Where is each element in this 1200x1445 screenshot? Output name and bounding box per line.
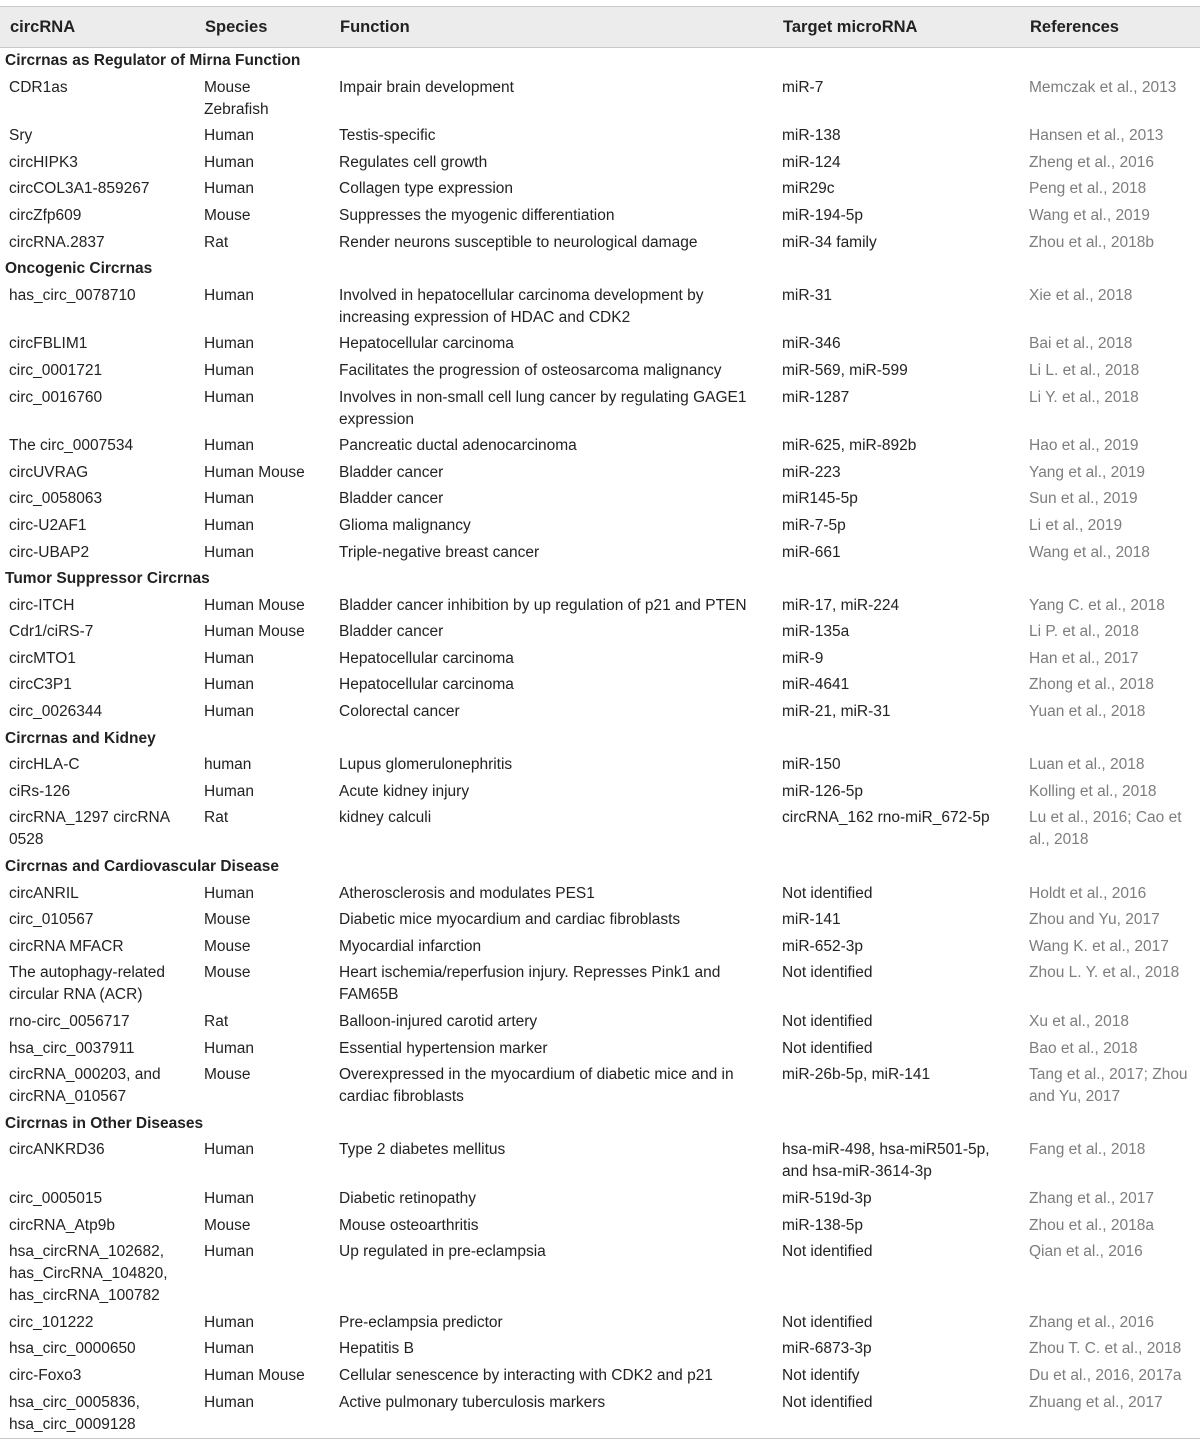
cell-species: Human	[195, 1390, 330, 1439]
cell-reference: Zhang et al., 2016	[1029, 1313, 1154, 1331]
section-title: Circrnas and Kidney	[5, 729, 156, 747]
table-row	[0, 779, 1200, 806]
cell-function: Hepatitis B	[339, 1340, 414, 1358]
cell-target-microrna: miR29c	[782, 180, 835, 198]
table-row	[0, 513, 1200, 540]
cell-target-microrna: miR-661	[782, 543, 841, 561]
cell-reference: Zhou et al., 2018b	[1029, 233, 1154, 251]
cell-function: Diabetic mice myocardium and cardiac fibroblasts	[339, 911, 681, 929]
cell-species: Mouse	[204, 911, 251, 929]
cell-reference: Zhong et al., 2018	[1029, 676, 1154, 694]
cell-function: Triple-negative breast cancer	[339, 543, 540, 561]
cell-reference: Luan et al., 2018	[1029, 756, 1145, 774]
header-function: Function	[330, 7, 773, 48]
cell-target-microrna: miR-31	[782, 286, 832, 304]
cell-target-microrna: miR-519d-3p	[782, 1189, 872, 1207]
table-row	[0, 331, 1200, 358]
cell-circrna: Sry	[9, 127, 33, 145]
cell-species: Mouse	[204, 206, 251, 224]
cell-function: Colorectal cancer	[339, 703, 460, 721]
cell-species: Human	[204, 437, 254, 455]
table-row	[0, 460, 1200, 487]
cell-reference: Li L. et al., 2018	[1029, 361, 1140, 379]
table-row	[0, 75, 1200, 124]
table-row	[0, 486, 1200, 513]
table-row	[0, 540, 1200, 567]
table-row	[0, 1009, 1200, 1036]
cell-target-microrna: miR-223	[782, 463, 841, 481]
cell-circrna: has_circ_0078710	[9, 286, 136, 304]
table-header	[0, 7, 1200, 48]
cell-reference: Kolling et al., 2018	[1029, 782, 1157, 800]
cell-species: Human	[204, 180, 254, 198]
header-target-microrna: Target microRNA	[773, 7, 1020, 48]
cell-reference: Zheng et al., 2016	[1029, 153, 1154, 171]
cell-species: Human Mouse	[204, 623, 305, 641]
cell-reference: Zhang et al., 2017	[1029, 1189, 1154, 1207]
cell-species: Mouse	[204, 1066, 251, 1084]
cell-function: Active pulmonary tuberculosis markers	[330, 1390, 773, 1439]
table-row	[0, 1310, 1200, 1337]
cell-circrna: circHLA-C	[9, 756, 80, 774]
cell-target-microrna: Not identified	[782, 1013, 873, 1030]
cell-reference: Hao et al., 2019	[1029, 437, 1139, 455]
cell-reference: Tang et al., 2017; Zhou and Yu, 2017	[1029, 1066, 1188, 1106]
cell-reference: Yang C. et al., 2018	[1029, 596, 1165, 614]
table-row	[0, 881, 1200, 908]
table-body	[0, 48, 1200, 1439]
cell-species: Mouse	[204, 1216, 251, 1234]
cell-species: Human	[204, 335, 254, 353]
cell-circrna: circANRIL	[9, 884, 79, 902]
cell-reference: Sun et al., 2019	[1029, 490, 1138, 508]
cell-circrna: circHIPK3	[9, 153, 78, 171]
table-row	[0, 1390, 1200, 1439]
cell-function: Heart ischemia/reperfusion injury. Represses Pink1 and FAM65B	[339, 964, 721, 1004]
cell-function: Testis-specific	[339, 127, 436, 145]
cell-species: Human	[204, 649, 254, 667]
cell-species: Mouse Zebrafish	[204, 78, 269, 118]
cell-function: Bladder cancer	[339, 490, 444, 508]
table-row	[0, 1239, 1200, 1310]
cell-circrna: circ_0001721	[9, 361, 103, 379]
cell-function: Pancreatic ductal adenocarcinoma	[339, 437, 577, 455]
cell-circrna: circCOL3A1-859267	[9, 180, 150, 198]
cell-reference: Zhou and Yu, 2017	[1029, 911, 1160, 929]
table-row	[0, 1062, 1200, 1111]
cell-circrna: circUVRAG	[9, 463, 89, 481]
table-row	[0, 358, 1200, 385]
cell-target-microrna: miR-150	[782, 756, 841, 774]
cell-function: Type 2 diabetes mellitus	[339, 1141, 506, 1159]
table-row	[0, 283, 1200, 332]
header-row	[0, 7, 1200, 48]
cell-species: Human	[204, 543, 254, 561]
cell-target-microrna: Not identified	[782, 1243, 873, 1261]
cell-target-microrna: miR-194-5p	[782, 206, 863, 224]
cell-target-microrna: circRNA_162 rno-miR_672-5p	[782, 809, 990, 827]
cell-circrna: circMTO1	[9, 649, 76, 667]
cell-species: Human Mouse	[204, 1366, 305, 1384]
cell-species: Human	[204, 703, 254, 721]
cell-function: Essential hypertension marker	[339, 1039, 548, 1057]
cell-circrna: circ_0005015	[9, 1189, 103, 1207]
table-row	[0, 123, 1200, 150]
cell-function: Bladder cancer	[339, 463, 444, 481]
cell-target-microrna: miR-625, miR-892b	[782, 437, 917, 455]
cell-reference: Peng et al., 2018	[1029, 180, 1147, 198]
cell-function: Balloon-injured carotid artery	[339, 1013, 538, 1030]
cell-reference: Zhou et al., 2018a	[1029, 1216, 1154, 1234]
cell-species: Rat	[204, 809, 229, 827]
cell-function: Myocardial infarction	[339, 937, 482, 955]
cell-target-microrna: miR-1287	[782, 388, 850, 406]
cell-species: Human	[204, 1189, 254, 1207]
section-row	[0, 566, 1200, 593]
table-row	[0, 752, 1200, 779]
cell-function: Bladder cancer	[339, 623, 444, 641]
section-row	[0, 726, 1200, 753]
cell-function: Glioma malignancy	[339, 516, 471, 534]
cell-species: Human	[204, 388, 254, 406]
cell-species: Human	[204, 286, 254, 304]
table-row	[0, 150, 1200, 177]
cell-target-microrna: hsa-miR-498, hsa-miR501-5p, and hsa-miR-3614-3p	[782, 1141, 990, 1181]
cell-target-microrna: miR-7-5p	[782, 516, 846, 534]
cell-circrna: hsa_circ_0005836, hsa_circ_0009128	[0, 1390, 195, 1439]
cell-target-microrna: miR-9	[782, 649, 824, 667]
section-title: Circrnas in Other Diseases	[5, 1114, 204, 1132]
cell-target-microrna: Not identify	[782, 1366, 860, 1384]
table-row	[0, 672, 1200, 699]
table-row	[0, 619, 1200, 646]
cell-circrna: circ_0026344	[9, 703, 103, 721]
cell-function: Acute kidney injury	[339, 782, 470, 800]
cell-circrna: circ_010567	[9, 911, 94, 929]
cell-function: Impair brain development	[339, 78, 514, 96]
table-row	[0, 203, 1200, 230]
cell-circrna: circ-U2AF1	[9, 516, 87, 534]
cell-target-microrna: miR-126-5p	[782, 782, 863, 800]
cell-species: Human	[204, 1039, 254, 1057]
cell-target-microrna: miR-569, miR-599	[782, 361, 908, 379]
cell-target-microrna: miR-124	[782, 153, 841, 171]
cell-function: Involves in non-small cell lung cancer by regulating GAGE1 expression	[339, 388, 747, 428]
header-species: Species	[195, 7, 330, 48]
cell-species: Rat	[204, 1013, 229, 1030]
cell-function: Regulates cell growth	[339, 153, 488, 171]
cell-circrna: circANKRD36	[9, 1141, 105, 1159]
cell-target-microrna: miR-138	[782, 127, 841, 145]
cell-species: Human	[204, 516, 254, 534]
section-row	[0, 854, 1200, 881]
cell-reference: Xie et al., 2018	[1029, 286, 1133, 304]
cell-circrna: circ-UBAP2	[9, 543, 90, 561]
header-references: References	[1020, 7, 1200, 48]
cell-function: Bladder cancer inhibition by up regulation of p21 and PTEN	[339, 596, 747, 614]
cell-circrna: circRNA_1297 circRNA 0528	[9, 809, 170, 849]
table-row	[0, 593, 1200, 620]
cell-circrna: circRNA MFACR	[9, 937, 124, 955]
table-row	[0, 960, 1200, 1009]
cell-function: Pre-eclampsia predictor	[339, 1313, 503, 1331]
cell-circrna: The autophagy-related circular RNA (ACR)	[9, 964, 165, 1004]
header-circrna: circRNA	[0, 7, 195, 48]
cell-reference: Yuan et al., 2018	[1029, 703, 1146, 721]
cell-target-microrna: miR-346	[782, 335, 841, 353]
cell-reference: Bao et al., 2018	[1029, 1039, 1138, 1057]
cell-circrna: circFBLIM1	[9, 335, 88, 353]
cell-function: Up regulated in pre-eclampsia	[339, 1243, 546, 1261]
circrna-table	[0, 6, 1200, 1439]
cell-species: Human	[204, 1243, 254, 1261]
cell-species: Human	[204, 1313, 254, 1331]
cell-target-microrna: miR-7	[782, 78, 824, 96]
table-row	[0, 176, 1200, 203]
cell-target-microrna: miR-34 family	[782, 233, 877, 251]
cell-species: Rat	[204, 233, 229, 251]
table-row	[0, 385, 1200, 434]
cell-function: kidney calculi	[339, 809, 432, 827]
section-row	[0, 48, 1200, 75]
cell-target-microrna: miR145-5p	[782, 490, 858, 508]
cell-species: Human	[204, 676, 254, 694]
cell-circrna: Cdr1/ciRS-7	[9, 623, 94, 641]
cell-reference: Han et al., 2017	[1029, 649, 1139, 667]
cell-circrna: circRNA_Atp9b	[9, 1216, 115, 1234]
cell-circrna: circZfp609	[9, 206, 82, 224]
cell-target-microrna: miR-6873-3p	[782, 1340, 872, 1358]
cell-circrna: circ-ITCH	[9, 596, 75, 614]
table-row	[0, 1137, 1200, 1186]
cell-circrna: circ_101222	[9, 1313, 94, 1331]
cell-species: Human	[204, 1340, 254, 1358]
cell-reference: Hansen et al., 2013	[1029, 127, 1164, 145]
table-row	[0, 646, 1200, 673]
cell-target-microrna: miR-4641	[782, 676, 850, 694]
table-row	[0, 1213, 1200, 1240]
cell-circrna: hsa_circ_0037911	[9, 1039, 135, 1057]
cell-reference: Zhou L. Y. et al., 2018	[1029, 964, 1180, 982]
section-title: Circrnas as Regulator of Mirna Function	[5, 52, 301, 69]
cell-function: Overexpressed in the myocardium of diabetic mice and in cardiac fibroblasts	[339, 1066, 734, 1106]
cell-species: Human	[204, 153, 254, 171]
cell-reference: Memczak et al., 2013	[1029, 78, 1177, 96]
cell-species: human	[204, 756, 252, 774]
cell-function: Hepatocellular carcinoma	[339, 676, 514, 694]
cell-circrna: circRNA_000203, and circRNA_010567	[9, 1066, 161, 1106]
table-row	[0, 1363, 1200, 1390]
cell-target-microrna: Not identified	[782, 964, 873, 982]
table-row	[0, 1336, 1200, 1363]
cell-species: Human	[204, 361, 254, 379]
cell-target-microrna: miR-17, miR-224	[782, 596, 900, 614]
cell-function: Render neurons susceptible to neurological damage	[339, 233, 698, 251]
cell-reference: Zhou T. C. et al., 2018	[1029, 1340, 1182, 1358]
cell-reference: Qian et al., 2016	[1029, 1243, 1143, 1261]
cell-target-microrna: Not identified	[782, 1039, 873, 1057]
cell-function: Hepatocellular carcinoma	[339, 335, 514, 353]
cell-reference: Zhuang et al., 2017	[1020, 1390, 1200, 1439]
table-row	[0, 1036, 1200, 1063]
table-row	[0, 805, 1200, 854]
cell-target-microrna: miR-138-5p	[782, 1216, 863, 1234]
table-row	[0, 907, 1200, 934]
cell-function: Involved in hepatocellular carcinoma development by increasing expression of HDAC and CDK2	[339, 286, 704, 326]
cell-reference: Du et al., 2016, 2017a	[1029, 1366, 1182, 1384]
section-title: Oncogenic Circrnas	[5, 260, 153, 278]
cell-function: Lupus glomerulonephritis	[339, 756, 513, 774]
section-title: Tumor Suppressor Circrnas	[5, 570, 210, 588]
cell-reference: Wang et al., 2018	[1029, 543, 1150, 561]
cell-reference: Holdt et al., 2016	[1029, 884, 1147, 902]
cell-circrna: circ_0016760	[9, 388, 103, 406]
cell-reference: Fang et al., 2018	[1029, 1141, 1146, 1159]
cell-species: Human Mouse	[204, 596, 305, 614]
cell-species: Human	[204, 1141, 254, 1159]
section-row	[0, 1111, 1200, 1138]
cell-species: Human	[204, 782, 254, 800]
cell-function: Diabetic retinopathy	[339, 1189, 476, 1207]
cell-function: Cellular senescence by interacting with CDK2 and p21	[339, 1366, 713, 1384]
cell-reference: Li et al., 2019	[1029, 516, 1123, 534]
cell-target-microrna: miR-21, miR-31	[782, 703, 891, 721]
cell-target-microrna: miR-26b-5p, miR-141	[782, 1066, 931, 1084]
cell-species: Mouse	[204, 964, 251, 982]
cell-target-microrna: miR-141	[782, 911, 841, 929]
cell-target-microrna: Not identified	[782, 884, 873, 902]
table-row	[0, 699, 1200, 726]
cell-circrna: rno-circ_0056717	[9, 1013, 130, 1030]
table-row	[0, 1186, 1200, 1213]
cell-function: Collagen type expression	[339, 180, 514, 198]
cell-function: Facilitates the progression of osteosarcoma malignancy	[339, 361, 722, 379]
cell-reference: Wang K. et al., 2017	[1029, 937, 1169, 955]
cell-target-microrna: miR-652-3p	[782, 937, 863, 955]
cell-function: Atherosclerosis and modulates PES1	[339, 884, 595, 902]
cell-function: Suppresses the myogenic differentiation	[339, 206, 615, 224]
cell-circrna: circC3P1	[9, 676, 72, 694]
cell-species: Human	[204, 127, 254, 145]
section-row	[0, 256, 1200, 283]
cell-species: Human Mouse	[204, 463, 305, 481]
cell-species: Human	[204, 884, 254, 902]
cell-circrna: hsa_circ_0000650	[9, 1340, 136, 1358]
cell-reference: Xu et al., 2018	[1029, 1013, 1129, 1030]
cell-circrna: circ-Foxo3	[9, 1366, 82, 1384]
cell-circrna: circ_0058063	[9, 490, 103, 508]
cell-reference: Li Y. et al., 2018	[1029, 388, 1139, 406]
cell-circrna: CDR1as	[9, 78, 68, 96]
table-row	[0, 433, 1200, 460]
cell-circrna: ciRs-126	[9, 782, 71, 800]
cell-species: Human	[204, 490, 254, 508]
cell-function: Mouse osteoarthritis	[339, 1216, 479, 1234]
cell-circrna: hsa_circRNA_102682, has_CircRNA_104820, has_circRNA_100782	[9, 1243, 168, 1305]
cell-reference: Wang et al., 2019	[1029, 206, 1150, 224]
cell-target-microrna: Not identified	[773, 1390, 1020, 1439]
cell-reference: Lu et al., 2016; Cao et al., 2018	[1029, 809, 1182, 849]
cell-circrna: The circ_0007534	[9, 437, 134, 455]
cell-target-microrna: miR-135a	[782, 623, 850, 641]
cell-circrna: circRNA.2837	[9, 233, 105, 251]
cell-target-microrna: Not identified	[782, 1313, 873, 1331]
table-row	[0, 934, 1200, 961]
section-title: Circrnas and Cardiovascular Disease	[5, 858, 279, 876]
cell-reference: Yang et al., 2019	[1029, 463, 1146, 481]
cell-reference: Li P. et al., 2018	[1029, 623, 1140, 641]
cell-function: Hepatocellular carcinoma	[339, 649, 514, 667]
table-row	[0, 230, 1200, 257]
cell-reference: Bai et al., 2018	[1029, 335, 1133, 353]
cell-species: Mouse	[204, 937, 251, 955]
